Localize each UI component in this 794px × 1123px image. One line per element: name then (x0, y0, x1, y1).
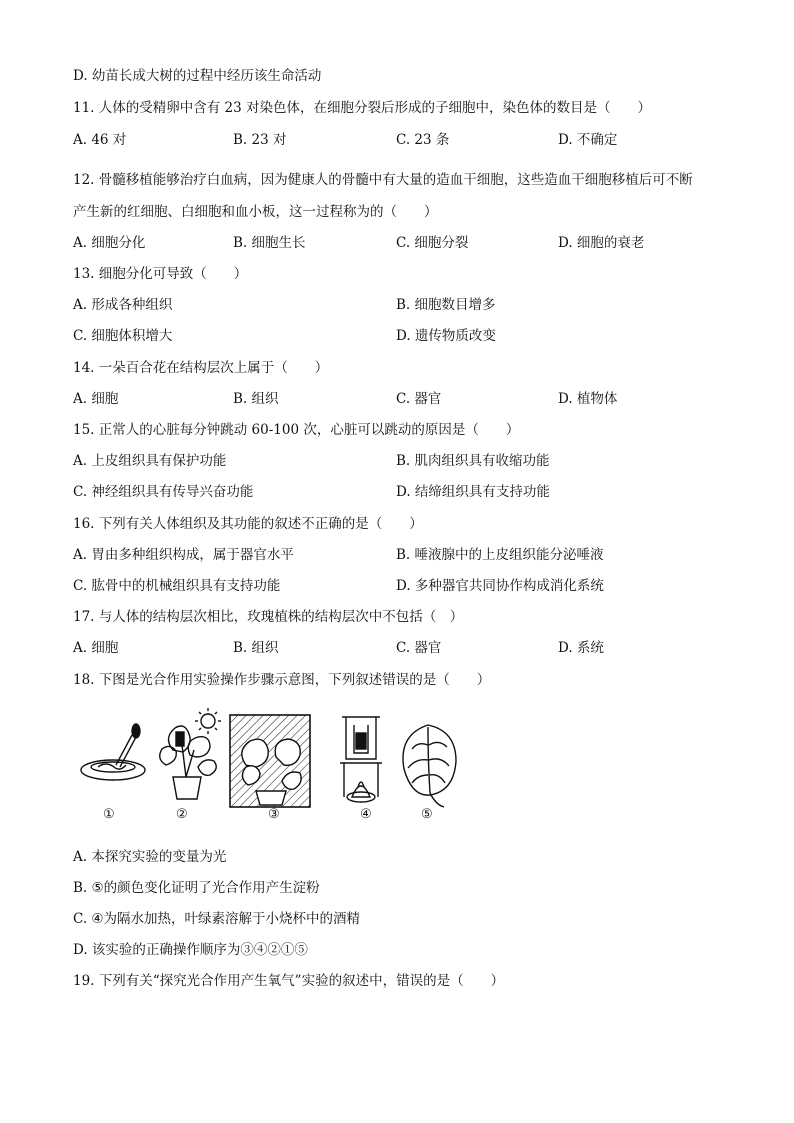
step2-plant-sunlight-illustration (160, 708, 221, 799)
q13-stem: 13. 细胞分化可导致（ ） (73, 266, 248, 282)
q14-option-d: D. 植物体 (558, 391, 618, 407)
q18-stem: 18. 下图是光合作用实验操作步骤示意图，下列叙述错误的是（ ） (73, 672, 491, 688)
q16-stem: 16. 下列有关人体组织及其功能的叙述不正确的是（ ） (73, 516, 423, 532)
q17-option-a: A. 细胞 (73, 640, 119, 656)
q16-option-d: D. 多种器官共同协作构成消化系统 (396, 578, 604, 594)
q15-option-b: B. 肌肉组织具有收缩功能 (396, 453, 550, 469)
q18-option-c: C. ④为隔水加热，叶绿素溶解于小烧杯中的酒精 (73, 911, 361, 927)
step5-leaf-illustration (403, 725, 456, 807)
figure-label-2: ② (176, 807, 188, 822)
q10-option-d: D. 幼苗长成大树的过程中经历该生命活动 (73, 68, 322, 84)
q12-option-d: D. 细胞的衰老 (558, 235, 645, 251)
step3-darkened-plant-illustration (230, 715, 310, 807)
q15-stem: 15. 正常人的心脏每分钟跳动 60-100 次，心脏可以跳动的原因是（ ） (73, 422, 520, 438)
figure-label-1: ① (103, 807, 115, 822)
q17-stem: 17. 与人体的结构层次相比，玫瑰植株的结构层次中不包括（ ） (73, 609, 464, 625)
q11-stem: 11. 人体的受精卵中含有 23 对染色体，在细胞分裂后形成的子细胞中，染色体的数目是（ ） (73, 100, 652, 116)
step4-water-bath-heating-illustration (340, 717, 382, 802)
figure-label-5: ⑤ (421, 807, 433, 822)
q14-stem: 14. 一朵百合花在结构层次上属于（ ） (73, 360, 329, 376)
q15-option-a: A. 上皮组织具有保护功能 (73, 453, 227, 469)
q18-option-a: A. 本探究实验的变量为光 (73, 849, 227, 865)
figure-label-4: ④ (360, 807, 372, 822)
q15-option-d: D. 结缔组织具有支持功能 (396, 484, 550, 500)
q13-option-d: D. 遗传物质改变 (396, 328, 496, 344)
q16-option-b: B. 唾液腺中的上皮组织能分泌唾液 (396, 547, 604, 563)
q15-option-c: C. 神经组织具有传导兴奋功能 (73, 484, 254, 500)
q18-option-d: D. 该实验的正确操作顺序为③④②①⑤ (73, 942, 308, 958)
q13-option-b: B. 细胞数目增多 (396, 297, 496, 313)
q11-option-a: A. 46 对 (73, 132, 127, 148)
q12-stem-line2: 产生新的红细胞、白细胞和血小板，这一过程称为的（ ） (73, 204, 438, 220)
q16-option-c: C. 肱骨中的机械组织具有支持功能 (73, 578, 281, 594)
q16-option-a: A. 胃由多种组织构成，属于器官水平 (73, 547, 294, 563)
q18-option-b: B. ⑤的颜色变化证明了光合作用产生淀粉 (73, 880, 320, 896)
q14-option-c: C. 器官 (396, 391, 442, 407)
photosynthesis-experiment-figure (78, 705, 478, 830)
q17-option-b: B. 组织 (233, 640, 279, 656)
q12-option-b: B. 细胞生长 (233, 235, 306, 251)
q14-option-a: A. 细胞 (73, 391, 119, 407)
figure-label-3: ③ (268, 807, 280, 822)
q12-option-c: C. 细胞分裂 (396, 235, 469, 251)
q17-option-c: C. 器官 (396, 640, 442, 656)
q12-stem-line1: 12. 骨髓移植能够治疗白血病，因为健康人的骨髓中有大量的造血干细胞，这些造血干细胞移植后可不断 (73, 172, 693, 188)
q12-option-a: A. 细胞分化 (73, 235, 146, 251)
q13-option-c: C. 细胞体积增大 (73, 328, 173, 344)
q14-option-b: B. 组织 (233, 391, 279, 407)
q17-option-d: D. 系统 (558, 640, 604, 656)
step1-dish-dropper-illustration (81, 724, 145, 780)
q19-stem: 19. 下列有关“探究光合作用产生氧气”实验的叙述中，错误的是（ ） (73, 973, 505, 989)
q11-option-c: C. 23 条 (396, 132, 450, 148)
q11-option-d: D. 不确定 (558, 132, 618, 148)
q11-option-b: B. 23 对 (233, 132, 287, 148)
q13-option-a: A. 形成各种组织 (73, 297, 173, 313)
